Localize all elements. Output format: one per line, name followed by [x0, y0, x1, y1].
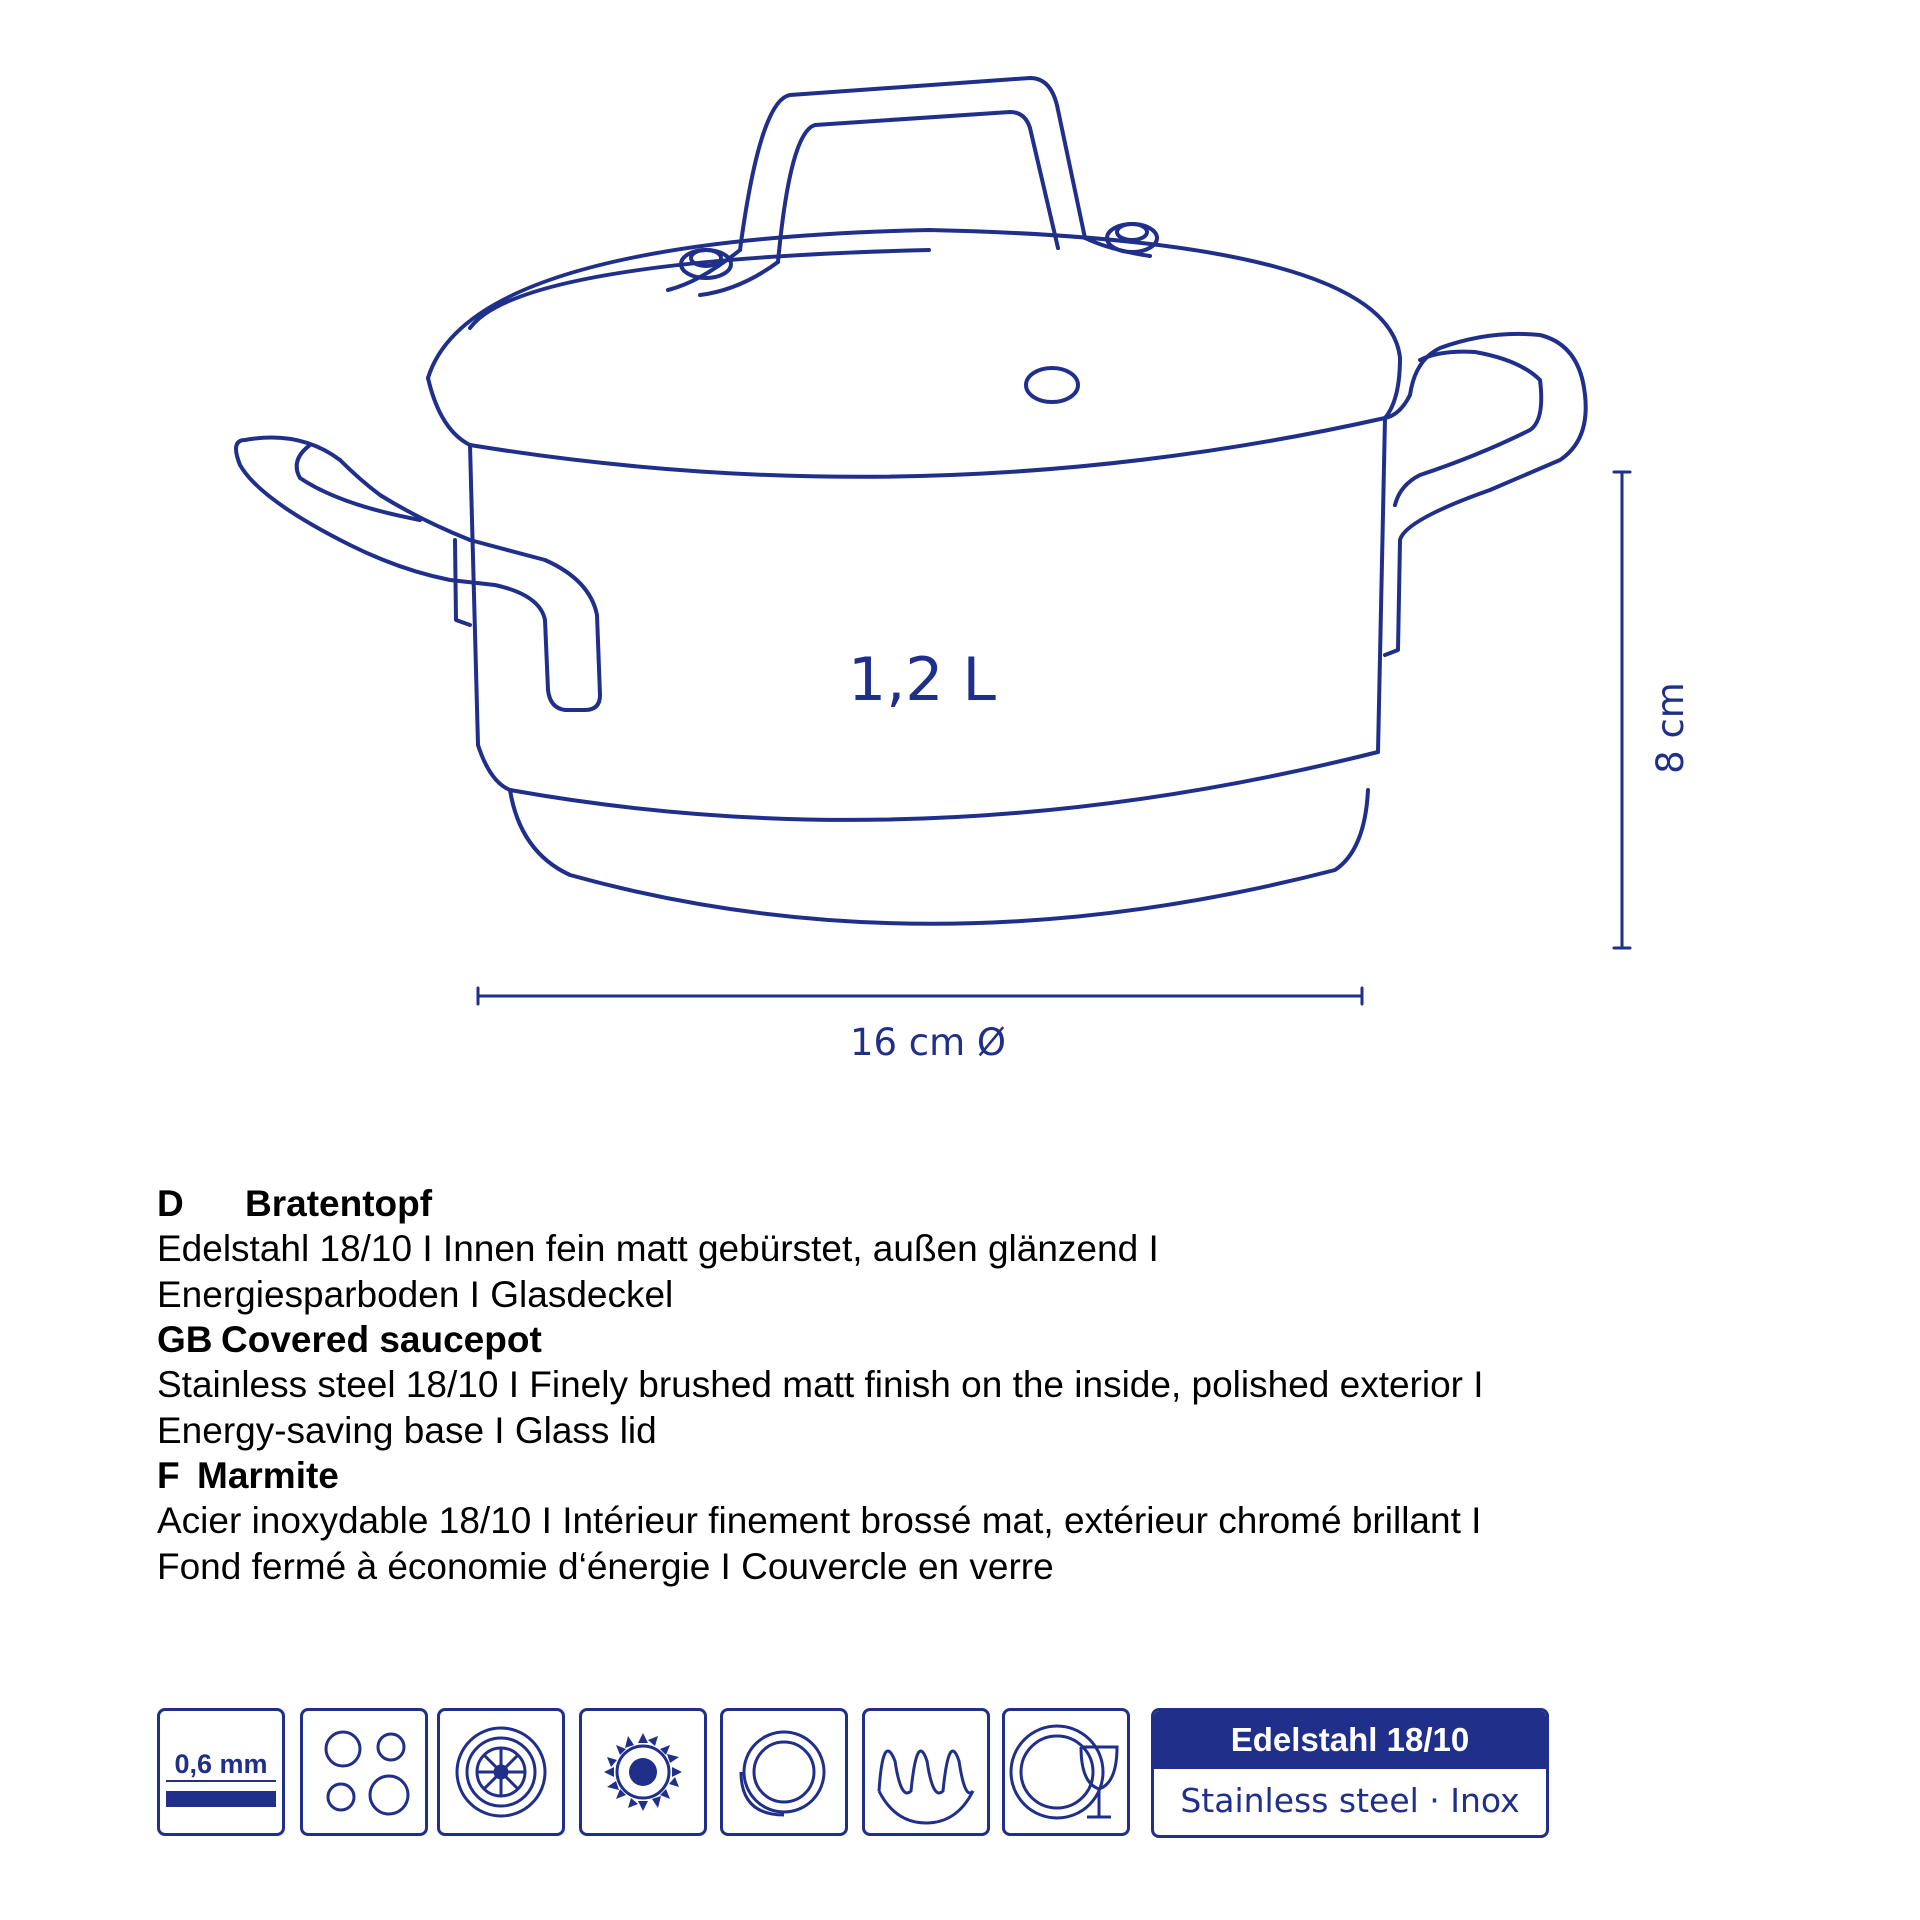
product-name: Bratentopf: [245, 1183, 433, 1224]
diameter-label: 16 cm Ø: [849, 1021, 1007, 1064]
thickness-label: 0,6 mm: [174, 1749, 268, 1779]
halogen-hob-icon: [720, 1708, 848, 1836]
product-name: Covered saucepot: [221, 1319, 542, 1360]
language-code: D: [157, 1183, 184, 1224]
description-line: Energiesparboden I Glasdeckel: [157, 1274, 674, 1315]
description-line: Edelstahl 18/10 I Innen fein matt gebürstet, außen glänzend I: [157, 1228, 1159, 1269]
description-line: Fond fermé à économie d‘énergie I Couvercle en verre: [157, 1546, 1054, 1587]
material-badge: [1151, 1708, 1549, 1838]
height-dimension-line: [1614, 472, 1630, 948]
material-badge-title: Edelstahl 18/10: [1154, 1711, 1546, 1769]
lid: [428, 230, 1400, 477]
language-code: GB: [157, 1319, 213, 1360]
language-code: F: [157, 1455, 180, 1496]
product-description: [157, 1182, 1857, 1590]
description-de: [157, 1182, 1857, 1318]
height-label: 8 cm: [1649, 682, 1692, 774]
description-line: Energy-saving base I Glass lid: [157, 1410, 657, 1451]
induction-hob-icon: [862, 1708, 990, 1836]
left-handle: [236, 438, 600, 711]
description-line: Stainless steel 18/10 I Finely brushed matt finish on the inside, polished exterior I: [157, 1364, 1484, 1405]
glass-ceramic-hob-icon: [437, 1708, 565, 1836]
material-badge-subtitle: Stainless steel · Inox: [1180, 1781, 1520, 1820]
product-name: Marmite: [197, 1455, 339, 1496]
material-thickness-icon: [157, 1708, 285, 1836]
diameter-dimension-line: [478, 988, 1362, 1004]
description-gb: [157, 1318, 1857, 1454]
lid-handle: [668, 78, 1150, 295]
gas-hob-icon: [579, 1708, 707, 1836]
right-handle: [1385, 334, 1586, 655]
dishwasher-safe-icon: [1002, 1708, 1130, 1836]
description-fr: [157, 1454, 1857, 1590]
description-line: Acier inoxydable 18/10 I Intérieur finement brossé mat, extérieur chromé brillant I: [157, 1500, 1482, 1541]
electric-hob-icon: [300, 1708, 428, 1836]
capacity-label: 1,2 L: [848, 645, 996, 715]
